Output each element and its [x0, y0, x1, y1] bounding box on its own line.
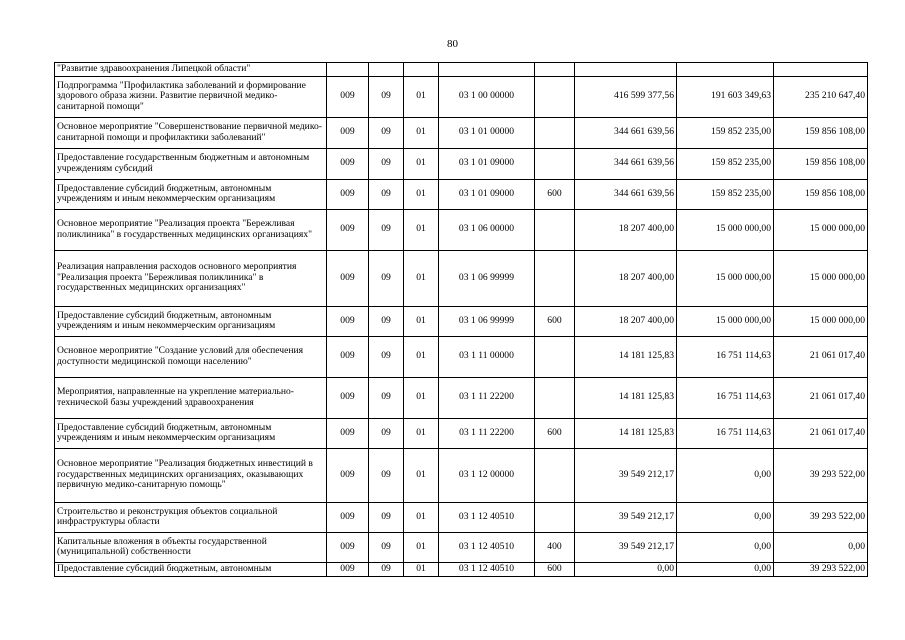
section-code: 09	[369, 532, 404, 562]
sum-year-1: 18 207 400,00	[575, 209, 677, 250]
sum-year-2: 16 751 114,63	[677, 418, 774, 448]
expense-type: 600	[535, 562, 575, 576]
expense-type	[535, 336, 575, 377]
row-name: Основное мероприятие "Создание условий для обеспечения доступности медицинской помощи населению"	[55, 336, 327, 377]
ministry-code: 009	[327, 562, 369, 576]
sum-year-1: 344 661 639,56	[575, 148, 677, 179]
table-row	[55, 562, 868, 576]
section-code: 09	[369, 179, 404, 209]
section-code: 09	[369, 336, 404, 377]
expense-type: 400	[535, 532, 575, 562]
ministry-code: 009	[327, 502, 369, 532]
page-number: 80	[447, 38, 458, 50]
section-code: 09	[369, 502, 404, 532]
sum-year-2: 0,00	[677, 502, 774, 532]
ministry-code: 009	[327, 448, 369, 502]
expense-type: 600	[535, 179, 575, 209]
row-name: Основное мероприятие "Реализация проекта "Бережливая поликлиника" в государственных медицинских организациях"	[55, 209, 327, 250]
expense-type: 600	[535, 418, 575, 448]
row-name: Подпрограмма "Профилактика заболеваний и формирование здорового образа жизни. Развитие первичной медико-санитарной помощи"	[55, 76, 327, 117]
row-name: Мероприятия, направленные на укрепление материально-технической базы учреждений здравоохранения	[55, 377, 327, 418]
sum-year-1: 18 207 400,00	[575, 306, 677, 336]
table-row	[55, 117, 868, 148]
sum-year-2: 0,00	[677, 562, 774, 576]
row-name: Реализация направления расходов основного мероприятия "Реализация проекта "Бережливая поликлиника" в государственных медицинских организациях"	[55, 250, 327, 306]
sum-year-3: 235 210 647,40	[774, 76, 868, 117]
sum-year-1: 344 661 639,56	[575, 179, 677, 209]
expense-type: 600	[535, 306, 575, 336]
ministry-code: 009	[327, 418, 369, 448]
target-article: 03 1 12 40510	[439, 532, 535, 562]
target-article: 03 1 01 09000	[439, 179, 535, 209]
row-name: Предоставление субсидий бюджетным, автономным	[55, 562, 327, 576]
expense-type	[535, 448, 575, 502]
sum-year-2: 15 000 000,00	[677, 306, 774, 336]
sum-year-3: 39 293 522,00	[774, 502, 868, 532]
sum-year-2: 16 751 114,63	[677, 336, 774, 377]
table-row	[55, 502, 868, 532]
ministry-code: 009	[327, 306, 369, 336]
sum-year-1: 416 599 377,56	[575, 76, 677, 117]
sum-year-3: 15 000 000,00	[774, 250, 868, 306]
sum-year-1: 14 181 125,83	[575, 336, 677, 377]
sum-year-2: 0,00	[677, 532, 774, 562]
sum-year-1: 39 549 212,17	[575, 448, 677, 502]
subsection-code: 01	[404, 76, 439, 117]
sum-year-2: 191 603 349,63	[677, 76, 774, 117]
target-article: 03 1 12 00000	[439, 448, 535, 502]
sum-year-2: 16 751 114,63	[677, 377, 774, 418]
sum-year-2: 15 000 000,00	[677, 250, 774, 306]
subsection-code: 01	[404, 418, 439, 448]
row-name: Предоставление субсидий бюджетным, автономным учреждениям и иным некоммерческим организациям	[55, 306, 327, 336]
subsection-code: 01	[404, 448, 439, 502]
table-row	[55, 148, 868, 179]
expense-type	[535, 250, 575, 306]
ministry-code: 009	[327, 148, 369, 179]
row-name: Предоставление субсидий бюджетным, автономным учреждениям и иным некоммерческим организациям	[55, 418, 327, 448]
sum-year-3: 159 856 108,00	[774, 117, 868, 148]
sum-year-1: 39 549 212,17	[575, 532, 677, 562]
ministry-code: 009	[327, 209, 369, 250]
section-code: 09	[369, 148, 404, 179]
section-code: 09	[369, 562, 404, 576]
target-article: 03 1 01 09000	[439, 148, 535, 179]
ministry-code: 009	[327, 179, 369, 209]
target-article: 03 1 00 00000	[439, 76, 535, 117]
ministry-code: 009	[327, 336, 369, 377]
section-code: 09	[369, 250, 404, 306]
subsection-code: 01	[404, 179, 439, 209]
row-name: Предоставление субсидий бюджетным, автономным учреждениям и иным некоммерческим организациям	[55, 179, 327, 209]
sum-year-1: 39 549 212,17	[575, 502, 677, 532]
subsection-code: 01	[404, 336, 439, 377]
table-row	[55, 306, 868, 336]
table-row	[55, 377, 868, 418]
sum-year-3: 21 061 017,40	[774, 418, 868, 448]
target-article: 03 1 06 99999	[439, 250, 535, 306]
subsection-code: 01	[404, 377, 439, 418]
subsection-code: 01	[404, 502, 439, 532]
table-row	[55, 336, 868, 377]
target-article: 03 1 11 22200	[439, 377, 535, 418]
ministry-code: 009	[327, 117, 369, 148]
sum-year-2: 159 852 235,00	[677, 148, 774, 179]
row-name: Капитальные вложения в объекты государственной (муниципальной) собственности	[55, 532, 327, 562]
target-article: 03 1 06 99999	[439, 306, 535, 336]
budget-table	[54, 62, 868, 577]
row-name: Предоставление государственным бюджетным и автономным учреждениям субсидий	[55, 148, 327, 179]
table-row	[55, 532, 868, 562]
section-code: 09	[369, 377, 404, 418]
row-name: "Развитие здравоохранения Липецкой области"	[55, 63, 327, 77]
sum-year-1: 14 181 125,83	[575, 418, 677, 448]
subsection-code: 01	[404, 148, 439, 179]
target-article: 03 1 12 40510	[439, 562, 535, 576]
section-code: 09	[369, 306, 404, 336]
row-name: Основное мероприятие "Совершенствование первичной медико-санитарной помощи и профилактики заболеваний"	[55, 117, 327, 148]
table-row	[55, 250, 868, 306]
expense-type	[535, 502, 575, 532]
table-row	[55, 209, 868, 250]
sum-year-2: 15 000 000,00	[677, 209, 774, 250]
ministry-code: 009	[327, 532, 369, 562]
subsection-code: 01	[404, 117, 439, 148]
sum-year-1: 18 207 400,00	[575, 250, 677, 306]
section-code: 09	[369, 76, 404, 117]
sum-year-1: 344 661 639,56	[575, 117, 677, 148]
section-code: 09	[369, 117, 404, 148]
sum-year-3: 159 856 108,00	[774, 179, 868, 209]
table-row	[55, 448, 868, 502]
sum-year-3: 21 061 017,40	[774, 377, 868, 418]
ministry-code: 009	[327, 76, 369, 117]
subsection-code: 01	[404, 250, 439, 306]
expense-type	[535, 209, 575, 250]
expense-type	[535, 377, 575, 418]
target-article: 03 1 06 00000	[439, 209, 535, 250]
sum-year-1: 0,00	[575, 562, 677, 576]
row-name: Основное мероприятие "Реализация бюджетных инвестиций в государственных медицинских организациях, оказывающих первичную медико-санитарную помощь"	[55, 448, 327, 502]
sum-year-1: 14 181 125,83	[575, 377, 677, 418]
target-article: 03 1 12 40510	[439, 502, 535, 532]
expense-type	[535, 76, 575, 117]
table-row	[55, 76, 868, 117]
table-row	[55, 418, 868, 448]
sum-year-3: 15 000 000,00	[774, 306, 868, 336]
sum-year-3: 21 061 017,40	[774, 336, 868, 377]
section-code: 09	[369, 448, 404, 502]
ministry-code: 009	[327, 377, 369, 418]
subsection-code: 01	[404, 209, 439, 250]
sum-year-2: 159 852 235,00	[677, 117, 774, 148]
target-article: 03 1 11 00000	[439, 336, 535, 377]
target-article: 03 1 01 00000	[439, 117, 535, 148]
sum-year-3: 0,00	[774, 532, 868, 562]
table-row	[55, 63, 868, 77]
section-code: 09	[369, 418, 404, 448]
target-article: 03 1 11 22200	[439, 418, 535, 448]
expense-type	[535, 148, 575, 179]
sum-year-2: 0,00	[677, 448, 774, 502]
sum-year-2: 159 852 235,00	[677, 179, 774, 209]
row-name: Строительство и реконструкция объектов социальной инфраструктуры области	[55, 502, 327, 532]
sum-year-3: 39 293 522,00	[774, 562, 868, 576]
table-row	[55, 179, 868, 209]
sum-year-3: 159 856 108,00	[774, 148, 868, 179]
sum-year-3: 15 000 000,00	[774, 209, 868, 250]
subsection-code: 01	[404, 562, 439, 576]
sum-year-3: 39 293 522,00	[774, 448, 868, 502]
subsection-code: 01	[404, 532, 439, 562]
expense-type	[535, 117, 575, 148]
ministry-code: 009	[327, 250, 369, 306]
subsection-code: 01	[404, 306, 439, 336]
section-code: 09	[369, 209, 404, 250]
